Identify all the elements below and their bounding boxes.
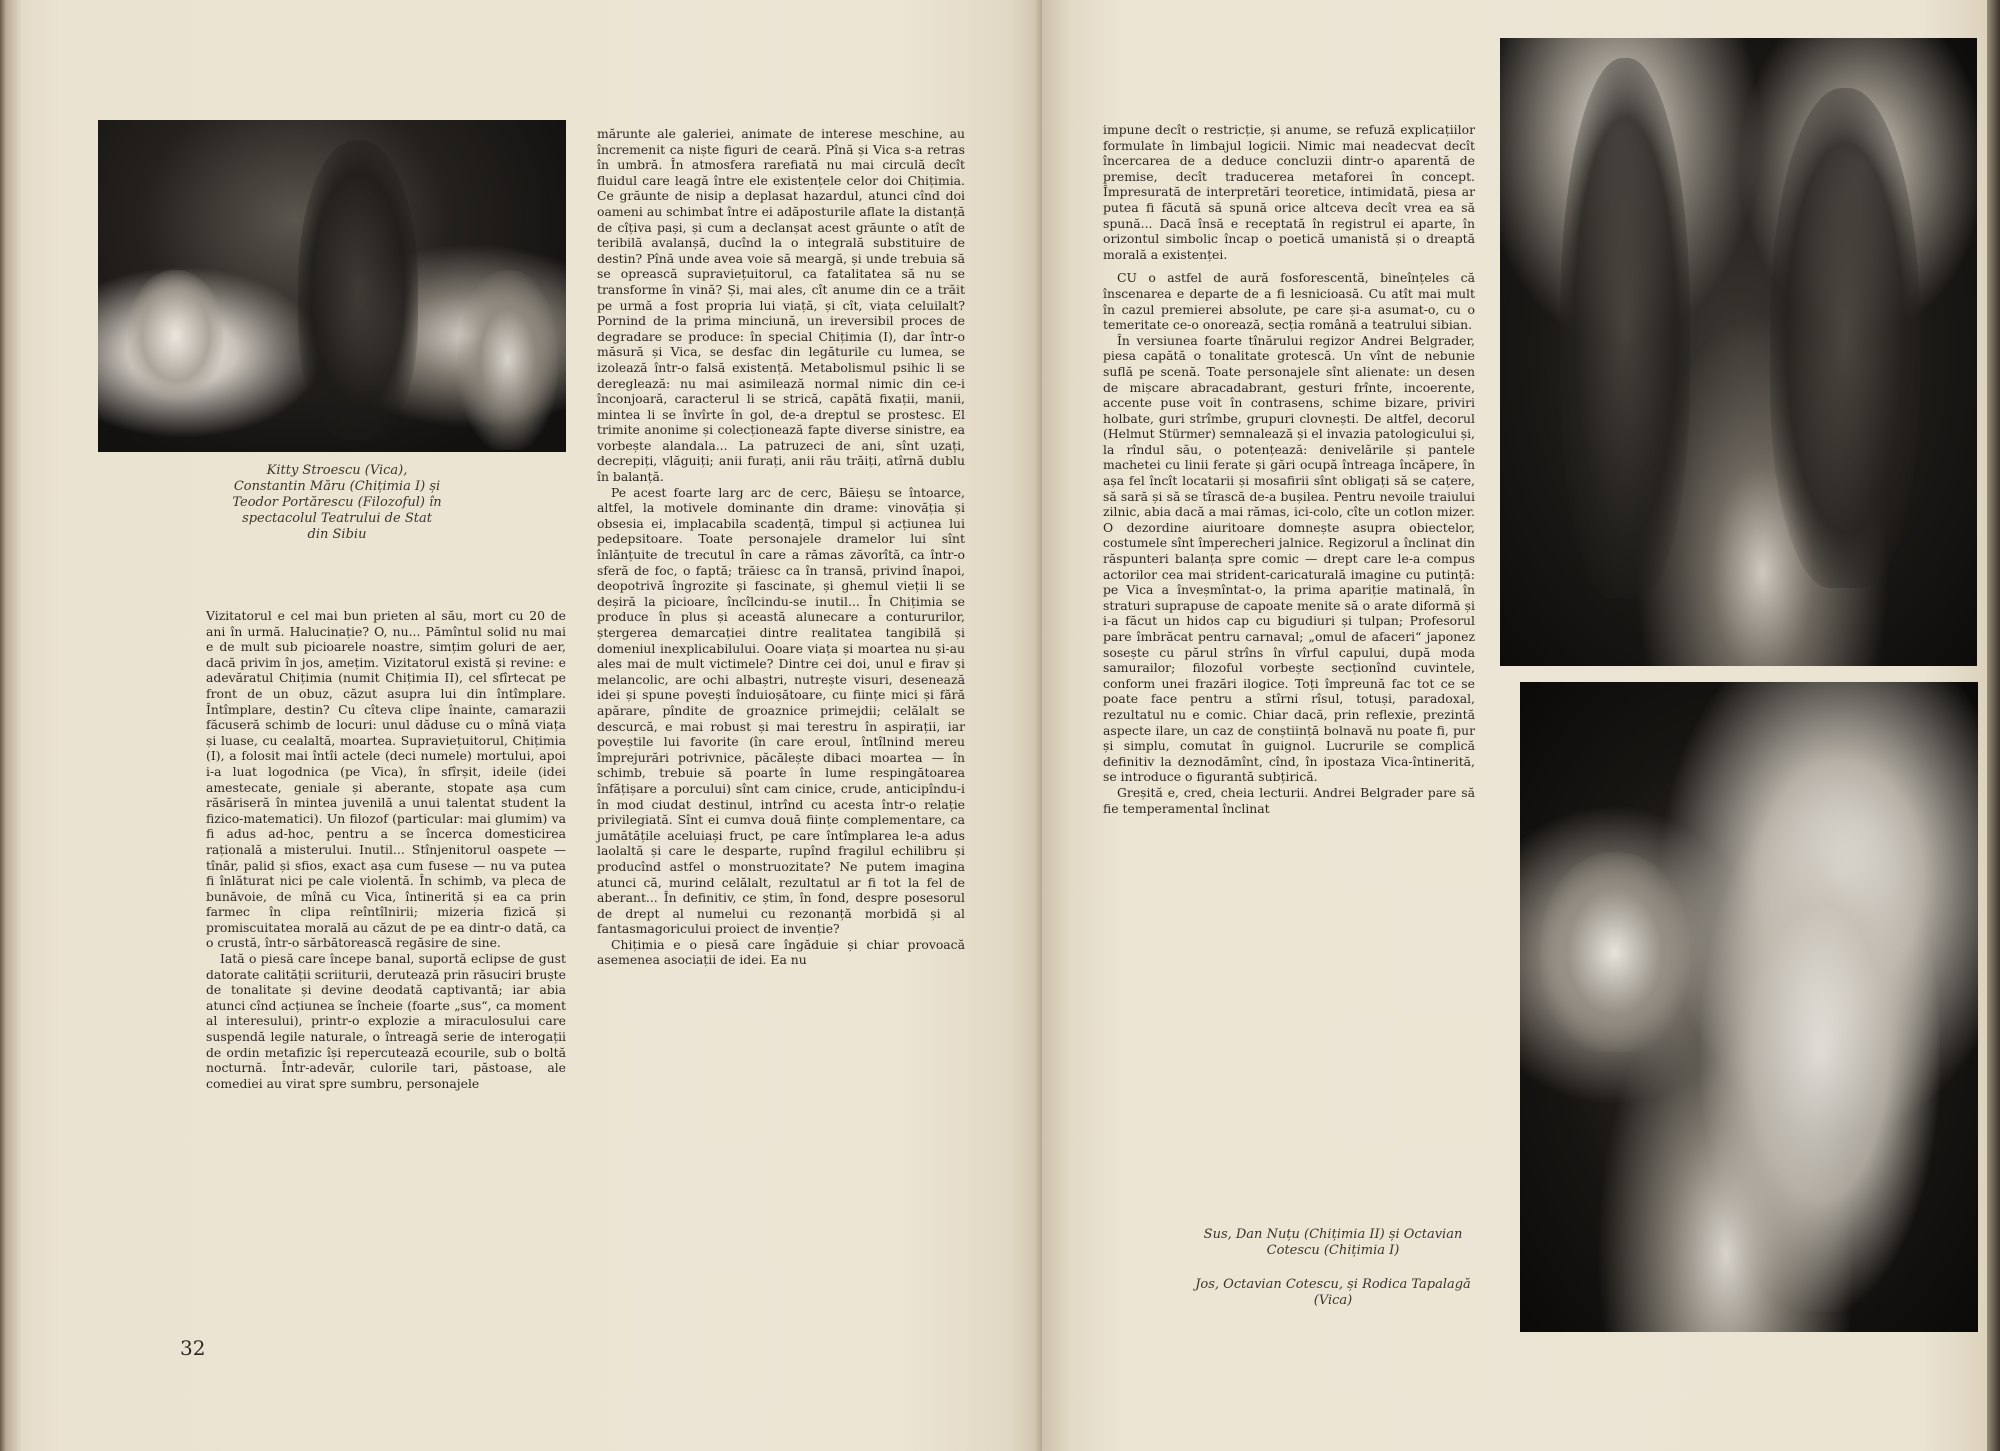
- photo-caption-top: Sus, Dan Nuțu (Chițimia II) și Octavian Cotescu (Chițimia I): [1203, 1227, 1463, 1258]
- paragraph: mărunte ale galeriei, animate de interese meschine, au încremenit ca niște figuri de ceară. Pînă și Vica s-a retras în umbră. În atmosfera rarefiată nu mai circulă decît fluidul care leagă între ele existențele celor doi Chițimia. Ce grăunte de nisip a deplasat hazardul, atunci cînd doi oameni au schimbat între ei adăposturile aflate la distanță de cîțiva pași, și cum a declanșat acest grăunte o atît de teribilă avalanșă, ducînd la o integrală substituire de destin? Pînă unde avea voie să meargă, și unde trebuia să se oprească supraviețuitorul, ca fatalitatea să nu se transforme în vină? Și, mai ales, cît anume din ce a trăit pe urmă a fost propria lui viață, și cît, viața celuilalt? Pornind de la prima minciună, un ireversibil proces de degradare se produce: în special Chițimia (I), dar într-o măsură și Vica, se desfac din legăturile cu lumea, se izolează într-o falsă existență. Metabolismul psihic li se dereglează: nu mai asimilează normal nimic din ce-i înconjoară, caracterul li se strică, capătă fixații, manii, mintea li se învîrte în gol, de-a dreptul se prostesc. El trimite anonime și colecționează fapte diverse sinistre, ea vorbește alandala... La patruzeci de ani, sînt uzați, decrepiți, vlăguiți; anii furați, anii rău trăiți, atîrnă dublu în balanță.: [597, 126, 965, 485]
- right-page: [1042, 0, 1987, 1451]
- paragraph: impune decît o restricție, și anume, se refuză explicațiilor formulate în limbajul logicii. Nimic mai neadecvat decît încercarea de a deduce concluzii dintr-o aparentă de premise, decît traducerea metaforei în concept. Împresurată de interpretări teoretice, intimidată, piesa ar putea fi făcută să spună orice altceva decît vrea ea să spună... Dacă însă e receptată în registrul ei aparte, în orizontul simbolic încap o poetică umanistă și o dreaptă morală a existenței.: [1103, 122, 1475, 262]
- paragraph: Pe acest foarte larg arc de cerc, Băieșu se întoarce, altfel, la motivele dominante din drame: vinovăția și obsesia ei, implacabila scadență, timpul și acțiunea lui pedepsitoare. Toate personajele dramelor lui sînt înlănțuite de trecutul în care a rămas zăvorîtă, ca într-o sferă de foc, o faptă; trăiesc ca în transă, privind înapoi, deopotrivă îngrozite și fascinate, și ghemul vieții li se deșiră la picioare, încîlcindu-se inutil... În Chițimia se produce în plus și această alunecare a contururilor, ștergerea demarcației dintre realitatea tangibilă și domeniul inexplicabilului. Ooare viața și moartea nu și-au ales mai de mult victimele? Dintre cei doi, unul e firav și melancolic, are ochi albaștri, nutrește visuri, desenează idei și spune povești înduioșătoare, cu ființe mici și fără apărare, pîndite de groaznice primejdii; celălalt se descurcă, e mai robust și mai terestru în aspirații, iar poveștile lui favorite (în care eroul, întîlnind mereu împrejurări potrivnice, păcălește dibaci moartea — în schimb, trebuie să poarte în lume respingătoarea înfățișare a porcului) sînt cam cinice, crude, anticipîndu-i în mod ciudat destinul, intrînd cu acesta într-o relație privilegiată. Sînt ei cumva două ființe complementare, ca jumătățile aceluiași fruct, pe care întîmplarea le-a adus laolaltă și care le desparte, rupînd fragilul echilibru și producînd astfel o monstruozitate? Ne putem imagina atunci că, murind celălalt, rezultatul ar fi tot la fel de aberant... În definitiv, ce știm, în fond, despre posesorul de drept al numelui cu rezonanță morbidă și al fantasmagoricului proiect de invenție?: [597, 484, 965, 937]
- figure-silhouette: [128, 270, 223, 400]
- figure-silhouette: [1560, 58, 1690, 598]
- figure-silhouette: [298, 140, 418, 440]
- text-column-left-1: [206, 608, 566, 1091]
- photo-caption-bottom: Jos, Octavian Cotescu, și Rodica Tapalagă (Vica): [1195, 1277, 1471, 1308]
- paragraph: Greșită e, cred, cheia lecturii. Andrei Belgrader pare să fie temperamental înclinat: [1103, 784, 1475, 816]
- paragraph: Iată o piesă care începe banal, suportă eclipse de gust datorate calității scriiturii, derutează prin răsuciri bruște de tonalitate și devine deodată captivantă; iar abia atunci cînd acțiunea se încheie (foarte „sus“, ca moment al interesului), printr-o explozie a miraculosului care suspendă legile naturale, o întreagă serie de interogații de ordin metafizic își repercutează ecourile, sub o boltă nocturnă. Într-adevăr, culorile tari, păstoase, ale comediei au virat spre sumbru, personajele: [206, 951, 566, 1091]
- figure-silhouette: [1700, 792, 1940, 1312]
- paragraph: CU o astfel de aură fosforescentă, bineînțeles că înscenarea e departe de a fi lesnicioasă. Cu atît mai mult în cazul premierei absolute, pe care și-a asumat-o, cu o temeritate ce-o onorează, secția română a teatrului sibian.: [1103, 270, 1475, 333]
- text-column-right-1: [1103, 122, 1475, 816]
- text-column-left-2: [597, 126, 965, 968]
- paragraph: Chițimia e o piesă care îngăduie și chiar provoacă asemenea asociații de idei. Ea nu: [597, 936, 965, 968]
- stage-photo-sibiu: [98, 120, 566, 452]
- stage-photo-bottom: [1520, 682, 1978, 1332]
- figure-silhouette: [1540, 852, 1690, 1052]
- paragraph: În versiunea foarte tînărului regizor Andrei Belgrader, piesa capătă o tonalitate grotescă. Un vînt de nebunie suflă pe scenă. Toate personajele sînt alienate: un desen de mișcare abracadabrant, gesturi frînte, incoerente, accente puse voit în contrasens, schime bizare, priviri holbate, guri strîmbe, grupuri clovnești. De altfel, decorul (Helmut Stürmer) semnalează și el invazia patologicului și, la rîndul său, o potențează: denivelările și pantele machetei cu linii ferate și gări ocupă întreaga încăpere, în așa fel încît locatarii și mosafirii sînt obligați să se cațere, să sară și să se tîrască de-a bușilea. Pentru nevoile traiului zilnic, abia dacă a mai rămas, ici-colo, cîte un cotlon mizer. O dezordine aiuritoare domnește asupra obiectelor, costumele sînt împerecheri jalnice. Regizorul a înclinat din răspunteri balanța spre comic — drept care le-a compus actorilor cea mai strident-caricaturală imagine cu putință: pe Vica a înveșmîntat-o, la prima apariție matinală, în straturi suprapuse de capoate menite să o arate diformă și i-a făcut un hidos cap cu bigudiuri și tulpan; Profesorul pare îmbrăcat pentru carnaval; „omul de afaceri“ japonez sosește cu părul strîns în vîrful capului, după moda samurailor; filozoful vorbește secționînd cuvintele, conform unei frazări ilogice. Toți împreună fac tot ce se poate face pentru a stîrni rîsul, totuși, paradoxal, rezultatul nu e comic. Chiar dacă, prin reflexie, prezintă aspecte ilare, un caz de conștiință bolnavă nu poate fi, pur și simplu, comutat în guignol. Lucrurile se complică definitiv la deznodămînt, cînd, în ipostaza Vica-întinerită, se introduce o figurantă subțirică.: [1103, 332, 1475, 785]
- stage-photo-top: [1500, 38, 1977, 666]
- photo-caption-left: Kitty Stroescu (Vica), Constantin Măru (Chițimia I) și Teodor Portărescu (Filozoful) în spectacolul Teatrului de Stat din Sibiu: [232, 463, 442, 542]
- figure-silhouette: [458, 270, 558, 450]
- page-number: 32: [180, 1336, 206, 1360]
- book-edge: [1987, 0, 2000, 1451]
- figure-silhouette: [1770, 88, 1920, 588]
- paragraph: Vizitatorul e cel mai bun prieten al său, mort cu 20 de ani în urmă. Halucinație? O, nu... Pămîntul solid nu mai e de mult sub picioarele noastre, simțim goluri de aer, dacă privim în jos, amețim. Vizitatorul există și revine: e adevăratul Chițimia (numit Chițimia II), cel sfîrtecat pe front de un obuz, căzut asupra lui din întîmplare. Întîmplare, destin? Cu cîteva clipe înainte, camarazii făcuseră schimb de locuri: unul dăduse cu o mînă viața și luase, cu cealaltă, moartea. Supraviețuitorul, Chițimia (I), a folosit mai întîi actele (deci numele) mortului, apoi i-a luat logodnica (pe Vica), în sfîrșit, ideile (idei amestecate, geniale și aberante, stopate așa cum răsăriseră în mintea juvenilă a unui talentat student la fizico-matematici). Un filozof (particular: mai glumim) va fi adus ad-hoc, pentru a se încerca domesticirea rațională a misterului. Inutil... Stînjenitorul oaspete — tînăr, palid și sfios, exact așa cum fusese — nu va putea fi înlăturat nici pe cale violentă. În schimb, va pleca de bunăvoie, de mînă cu Vica, întinerită și ea ca prin farmec în clipa reîntîlnirii; mizeria fizică și promiscuitatea morală au căzut de pe ea dintr-o dată, ca o crustă, într-o sărbătorească regăsire de sine.: [206, 608, 566, 951]
